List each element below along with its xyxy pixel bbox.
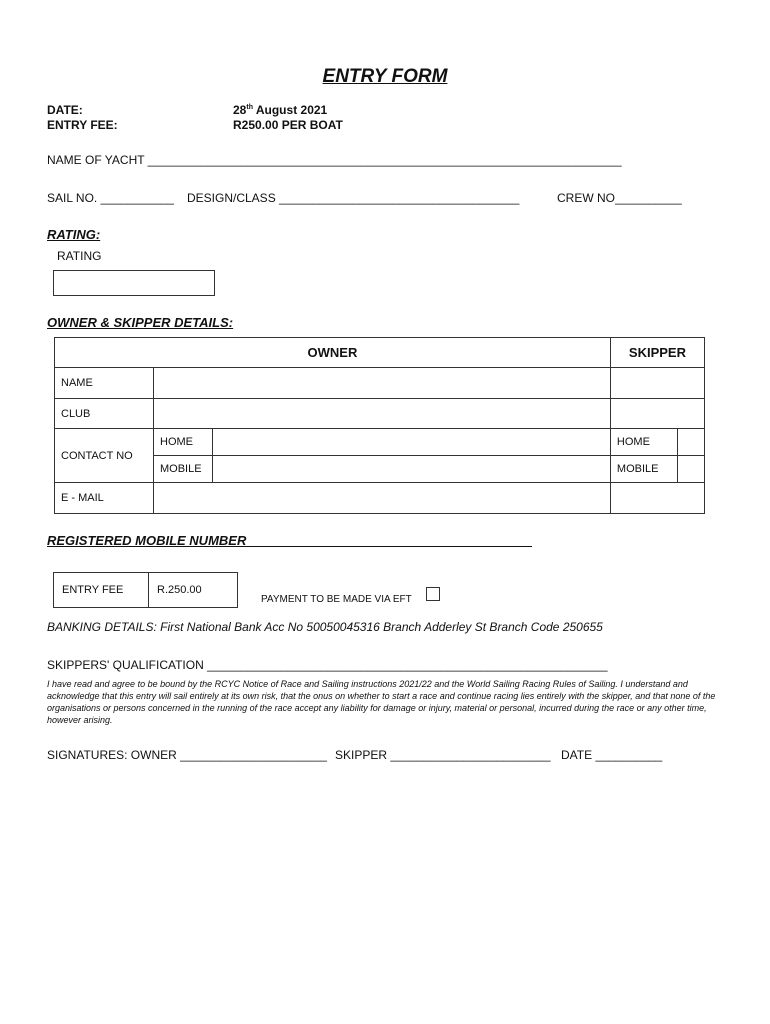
- name-label: NAME: [55, 368, 154, 399]
- owner-club-cell[interactable]: [154, 399, 611, 429]
- banking-details: BANKING DETAILS: First National Bank Acc No 50050045316 Branch Adderley St Branch Code 250655: [47, 620, 603, 634]
- owner-signature-field[interactable]: SIGNATURES: OWNER ______________________: [47, 748, 327, 762]
- skipper-home-label: HOME: [610, 429, 677, 456]
- club-label: CLUB: [55, 399, 154, 429]
- fee-box-value: R.250.00: [149, 573, 238, 608]
- entry-fee-value: R250.00 PER BOAT: [233, 118, 343, 132]
- date-month-year: August 2021: [252, 103, 328, 117]
- disclaimer-text: I have read and agree to be bound by the RCYC Notice of Race and Sailing instructions 2021/22 and the World Sailing Racing Rules of Sailing. I understand and acknowledge that this entry will sail entirely at its own risk, that the onus on whether to start a race and continue racing lies entirely with the skipper, and that none of the organisations or persons concerned in the running of the race accept any liability for damage or injury, material or personal, incurred during the race or any other time, however arising.: [47, 679, 716, 725]
- form-title: ENTRY FORM: [322, 66, 448, 87]
- eft-checkbox[interactable]: [426, 587, 440, 601]
- date-suffix: th: [246, 104, 253, 111]
- date-label: DATE:: [47, 103, 83, 117]
- skipper-signature-field[interactable]: SKIPPER ________________________: [335, 748, 551, 762]
- skipper-mobile-cell[interactable]: [677, 456, 704, 483]
- skipper-home-cell[interactable]: [677, 429, 704, 456]
- fee-box-label: ENTRY FEE: [54, 573, 149, 608]
- owner-mobile-cell[interactable]: [213, 456, 611, 483]
- crew-no-field[interactable]: CREW NO__________: [557, 191, 682, 205]
- owner-header: OWNER: [55, 338, 611, 368]
- sail-no-field[interactable]: SAIL NO. ___________: [47, 191, 174, 205]
- skipper-club-cell[interactable]: [610, 399, 704, 429]
- entry-fee-label: ENTRY FEE:: [47, 118, 118, 132]
- contact-label: CONTACT NO: [55, 429, 154, 483]
- rating-input[interactable]: [53, 270, 215, 296]
- entry-fee-box: [53, 572, 238, 608]
- owner-skipper-heading: OWNER & SKIPPER DETAILS:: [47, 315, 234, 330]
- yacht-name-field[interactable]: NAME OF YACHT _______________________________________________________________________: [47, 153, 622, 167]
- registered-mobile-field[interactable]: REGISTERED MOBILE NUMBER _______________________________________: [47, 533, 532, 548]
- design-class-field[interactable]: DESIGN/CLASS ____________________________________: [187, 191, 520, 205]
- signature-date-field[interactable]: DATE __________: [561, 748, 663, 762]
- skipper-mobile-label: MOBILE: [610, 456, 677, 483]
- owner-email-cell[interactable]: [154, 483, 611, 514]
- skipper-header: SKIPPER: [610, 338, 704, 368]
- rating-heading: RATING:: [47, 227, 101, 242]
- owner-skipper-table: [54, 337, 705, 514]
- date-value: [233, 103, 327, 117]
- email-label: E - MAIL: [55, 483, 154, 514]
- skipper-email-cell[interactable]: [610, 483, 704, 514]
- skippers-qualification-field[interactable]: SKIPPERS' QUALIFICATION ____________________________________________________________: [47, 658, 608, 672]
- owner-mobile-label: MOBILE: [154, 456, 213, 483]
- eft-payment-text: PAYMENT TO BE MADE VIA EFT: [261, 594, 412, 605]
- date-day: 28: [233, 103, 247, 117]
- skipper-name-cell[interactable]: [610, 368, 704, 399]
- owner-home-cell[interactable]: [213, 429, 611, 456]
- owner-home-label: HOME: [154, 429, 213, 456]
- rating-label: RATING: [57, 249, 102, 263]
- owner-name-cell[interactable]: [154, 368, 611, 399]
